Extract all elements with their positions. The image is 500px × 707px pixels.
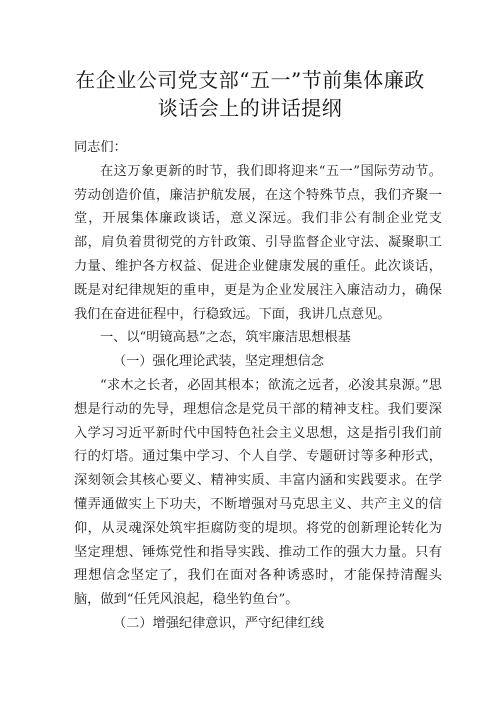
intro-paragraph: 在这万象更新的时节，我们即将迎来“五一”国际劳动节。劳动创造价值，廉洁护航发展，在这个特殊节点，我们齐聚一堂，开展集体廉政谈话，意义深远。我们非公有制企业党支部，肩负着贯彻党的方针政策、引导监督企业守法、凝聚职工力量、维护各方权益、促进企业健康发展的重任。此次谈话，既是对纪律规矩的重申，更是为企业发展注入廉洁动力，确保我们在奋进征程中，行稳致远。下面，我讲几点意见。: [74, 163, 442, 322]
document-title-line1: 在企业公司党支部“五一”节前集体廉政: [75, 68, 425, 92]
document-title-line2: 谈话会上的讲话提纲: [157, 96, 343, 120]
subsection-heading-2: （二）增强纪律意识，严守纪律红线: [113, 615, 324, 631]
salutation: 同志们：: [74, 140, 127, 155]
subsection-paragraph-1: “求木之长者，必固其根本；欲流之远者，必浚其泉源。”思想是行动的先导，理想信念是党员干部的精神支柱。我们要深入学习习近平新时代中国特色社会主义思想，这是指引我们前行的灯塔。通过集中学习、个人自学、专题研讨等多种形式，深刻领会其核心要义、精神实质、丰富内涵和实践要求。在学懂弄通做实上下功夫，不断增强对马克思主义、共产主义的信仰，从灵魂深处筑牢拒腐防变的堤坝。将党的创新理论转化为坚定理想、锤炼党性和指导实践、推动工作的强大力量。只有理想信念坚定了，我们在面对各种诱惑时，才能保持清醒头脑，做到“任凭风浪起，稳坐钓鱼台”。: [74, 377, 442, 608]
subsection-heading-1: （一）强化理论武装，坚定理想信念: [113, 354, 324, 370]
document-body: [74, 136, 442, 636]
section-heading-1: 一、以“明镜高悬”之态，筑牢廉洁思想根基: [100, 330, 351, 346]
